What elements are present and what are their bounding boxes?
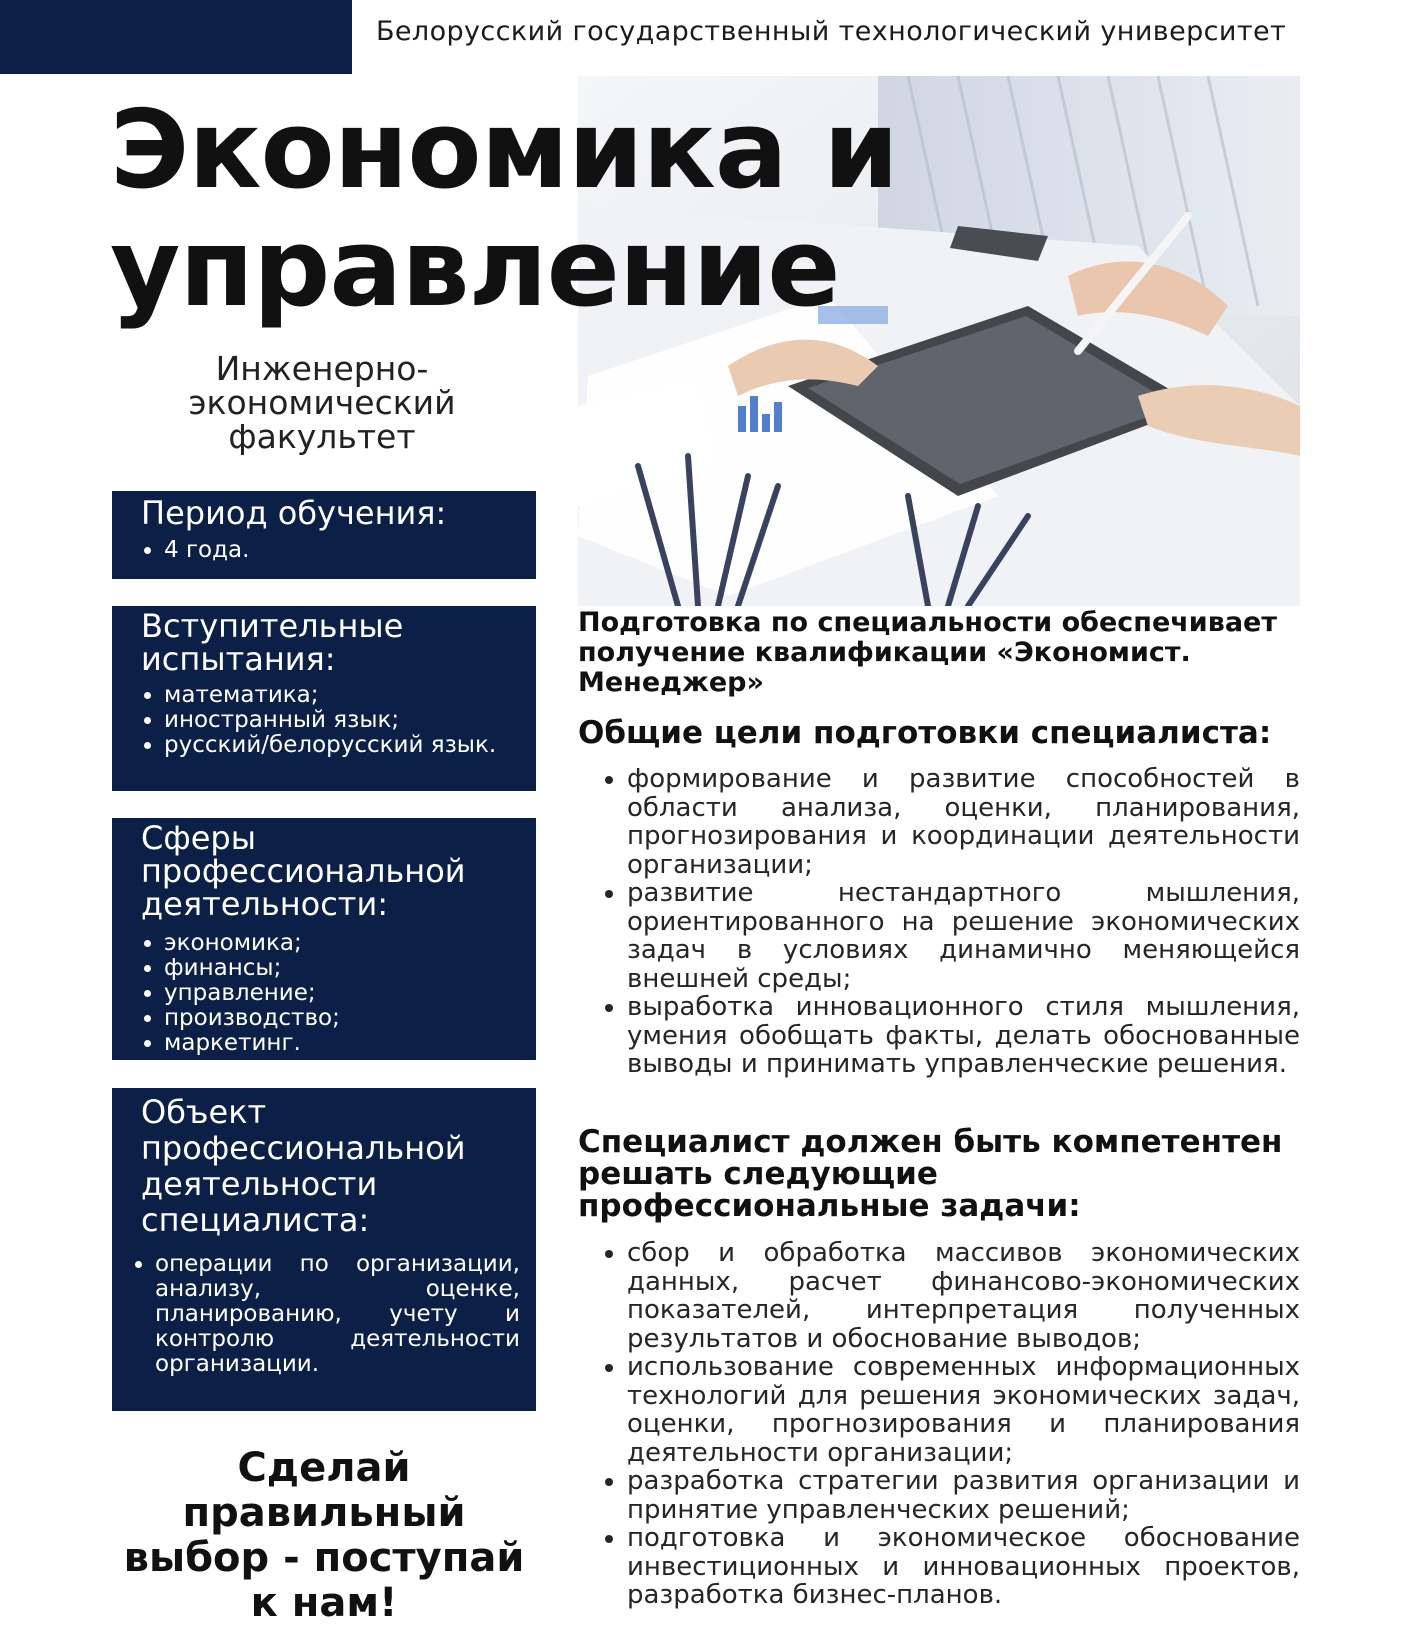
professional-object-list: [141, 1252, 520, 1377]
entrance-exams-box: [112, 606, 536, 791]
list-item: • управление;: [164, 981, 520, 1006]
list-item: • разработка стратегии развития организации и принятие управленческих решений;: [627, 1467, 1300, 1524]
list-item: • выработка инновационного стиля мышления, умения обобщать факты, делать обоснованные выводы и принимать управленческие решения.: [627, 993, 1300, 1079]
professional-object-heading: Объект профессиональной деятельности специалиста:: [141, 1093, 466, 1239]
list-item: • производство;: [164, 1006, 520, 1031]
list-item: • подготовка и экономическое обоснование инвестиционных и инновационных проектов, разработка бизнес-планов.: [627, 1524, 1300, 1610]
entrance-exams-list: [141, 683, 520, 758]
faculty-line-1: Инженерно-: [215, 349, 429, 388]
title-line-1: Экономика и: [110, 88, 898, 213]
list-item: • русский/белорусский язык.: [164, 733, 520, 758]
faculty-name: [110, 349, 534, 456]
list-item: • финансы;: [164, 956, 520, 981]
list-item: • маркетинг.: [164, 1031, 520, 1056]
call-to-action-slogan: Сделай правильный выбор - поступай к нам!: [123, 1445, 525, 1626]
list-item: • сбор и обработка массивов экономических данных, расчет финансово-экономических показателей, интерпретация полученных результатов и обоснование выводов;: [627, 1239, 1300, 1353]
goals-heading: Общие цели подготовки специалиста:: [578, 715, 1272, 751]
list-item: • иностранный язык;: [164, 708, 520, 733]
entrance-exams-heading: Вступительные испытания:: [141, 607, 404, 678]
professional-object-box: [112, 1088, 536, 1411]
page-title: [110, 88, 898, 331]
qualification-statement: Подготовка по специальности обеспечивает получение квалификации «Экономист. Менеджер»: [578, 607, 1277, 698]
header-accent-bar: [0, 0, 352, 74]
list-item: • экономика;: [164, 931, 520, 956]
goals-list: [578, 765, 1300, 1079]
list-item: • использование современных информационных технологий для решения экономических задач, оценки, прогнозирования и планирования деятельности организации;: [627, 1353, 1300, 1467]
professional-spheres-heading: Сферы профессиональной деятельности:: [141, 819, 466, 923]
list-item: • математика;: [164, 683, 520, 708]
title-line-2: управление: [110, 206, 840, 331]
study-period-heading: Период обучения:: [141, 494, 447, 532]
faculty-line-3: факультет: [228, 417, 416, 456]
list-item: • формирование и развитие способностей в области анализа, оценки, планирования, прогнозирования и координации деятельности организации;: [627, 765, 1300, 879]
tasks-heading: Специалист должен быть компетентен решать следующие профессиональные задачи:: [578, 1124, 1283, 1224]
professional-spheres-box: [112, 818, 536, 1060]
tasks-list: [578, 1239, 1300, 1610]
list-item: • операции по организации, анализу, оценке, планированию, учету и контролю деятельности организации.: [155, 1252, 520, 1377]
study-period-list: [141, 538, 520, 563]
professional-spheres-list: [141, 931, 520, 1056]
university-name: Белорусский государственный технологический университет: [376, 16, 1287, 47]
study-period-box: [112, 491, 536, 579]
list-item: • 4 года.: [164, 538, 520, 563]
list-item: • развитие нестандартного мышления, ориентированного на решение экономических задач в условиях динамично меняющейся внешней среды;: [627, 879, 1300, 993]
faculty-line-2: экономический: [188, 383, 456, 422]
